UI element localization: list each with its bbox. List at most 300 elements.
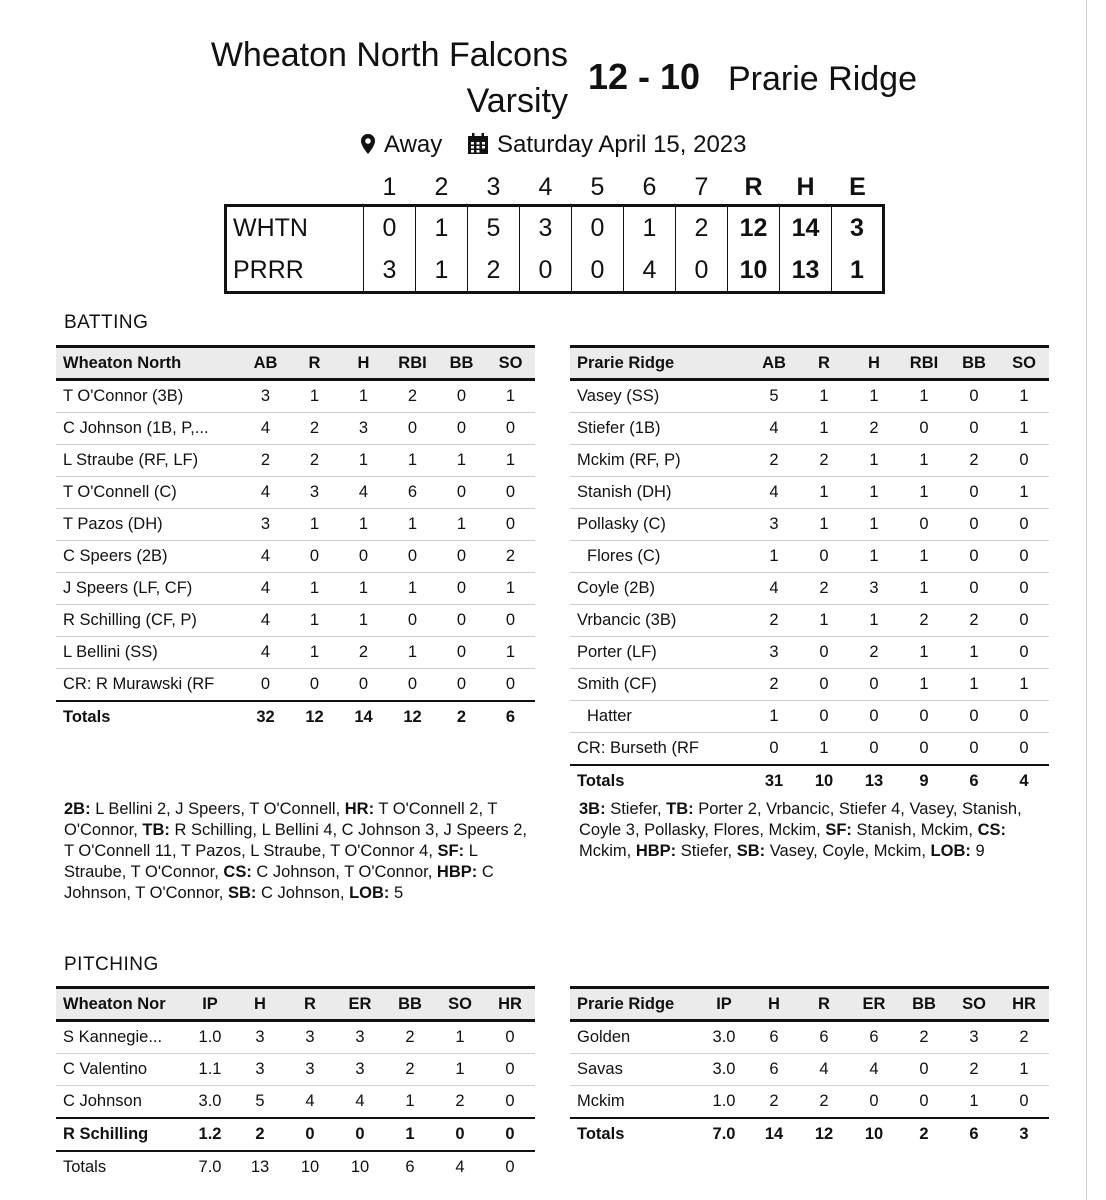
note-text: 9 — [975, 842, 985, 860]
stat-cell: 2 — [799, 445, 849, 477]
stat-cell: 14 — [749, 1118, 799, 1150]
table-row — [570, 477, 1049, 509]
table-row — [570, 669, 1049, 701]
stat-cell: 0 — [437, 380, 486, 413]
stat-cell: 0 — [485, 1118, 535, 1151]
home-batting-notes — [64, 799, 534, 904]
location — [360, 130, 442, 160]
col-header: HR — [999, 988, 1049, 1021]
stat-cell: 6 — [486, 701, 535, 733]
inning-header: 4 — [538, 172, 553, 201]
col-header: AB — [749, 347, 799, 380]
col-header: SO — [949, 988, 999, 1021]
stat-cell: 6 — [385, 1151, 435, 1183]
col-header: BB — [949, 347, 999, 380]
stat-cell: 3 — [235, 1054, 285, 1086]
stat-cell: 0 — [899, 413, 949, 445]
stat-cell: 2 — [235, 1118, 285, 1151]
table-row — [56, 413, 535, 445]
stat-cell: 1.1 — [185, 1054, 235, 1086]
stat-cell: 2 — [899, 605, 949, 637]
inning-header: 1 — [382, 172, 397, 201]
stat-cell: 0 — [999, 541, 1049, 573]
inning-header: 3 — [486, 172, 501, 201]
stat-cell: 1 — [899, 445, 949, 477]
stat-cell: 1 — [486, 573, 535, 605]
col-header: RBI — [388, 347, 437, 380]
totals-row — [56, 1151, 535, 1183]
note-text: T O'Connell 2, T O'Connor, — [64, 800, 498, 839]
stat-cell: 1 — [486, 637, 535, 669]
stat-cell: 1 — [486, 445, 535, 477]
team-header: Prarie Ridge — [570, 347, 749, 380]
inning-score: 2 — [676, 206, 728, 250]
stat-cell: 0 — [437, 573, 486, 605]
stat-cell: 0 — [949, 733, 999, 766]
player-name: T O'Connell (C) — [56, 477, 241, 509]
stat-cell: 7.0 — [185, 1151, 235, 1183]
stat-cell: 1 — [339, 573, 388, 605]
note-label: HBP: — [436, 863, 478, 881]
inning-score: 0 — [572, 249, 624, 293]
note-text: R Schilling, L Bellini 4, C Johnson 3, J Speers 2, T O'Connell 11, T Pazos, L Straube, T O'Connor 4, — [64, 821, 527, 860]
stat-cell: 4 — [241, 637, 290, 669]
stat-cell: 1 — [385, 1118, 435, 1151]
stat-cell: 4 — [335, 1086, 385, 1119]
stat-cell: 31 — [749, 765, 799, 797]
stat-cell: 3 — [241, 380, 290, 413]
note-label: 2B: — [64, 800, 91, 818]
stat-cell: 0 — [437, 413, 486, 445]
stat-cell: 1 — [290, 509, 339, 541]
stat-cell: 0 — [435, 1118, 485, 1151]
table-header — [56, 988, 535, 1021]
stat-cell: 5 — [235, 1086, 285, 1119]
stat-cell: 0 — [290, 541, 339, 573]
stat-cell: 0 — [486, 413, 535, 445]
note-text: Stanish, Mckim, — [856, 821, 973, 839]
stat-cell: 0 — [486, 477, 535, 509]
table-row — [56, 541, 535, 573]
stat-cell: 2 — [899, 1118, 949, 1150]
table-row — [570, 637, 1049, 669]
stat-cell: 0 — [290, 669, 339, 702]
stat-cell: 3.0 — [185, 1086, 235, 1119]
totals-row — [570, 765, 1049, 797]
pitcher-name: C Valentino — [56, 1054, 185, 1086]
batting-section-title: BATTING — [64, 312, 149, 333]
stat-cell: 0 — [899, 701, 949, 733]
player-name: Stiefer (1B) — [570, 413, 749, 445]
hits-header: H — [796, 172, 815, 201]
stat-cell: 0 — [999, 573, 1049, 605]
inning-header: 2 — [434, 172, 449, 201]
table-row — [570, 445, 1049, 477]
line-score-row-home — [226, 206, 884, 250]
stat-cell: 2 — [799, 1086, 849, 1119]
inning-score: 1 — [624, 206, 676, 250]
stat-cell: 3 — [949, 1021, 999, 1054]
stat-cell: 1.2 — [185, 1118, 235, 1151]
note-text: Stiefer, — [680, 842, 733, 860]
player-name: Vrbancic (3B) — [570, 605, 749, 637]
player-name: Vasey (SS) — [570, 380, 749, 413]
stat-cell: 1 — [749, 541, 799, 573]
stat-cell: 3 — [290, 477, 339, 509]
stat-cell: 3 — [335, 1054, 385, 1086]
stat-cell: 2 — [899, 1021, 949, 1054]
stat-cell: 0 — [999, 509, 1049, 541]
stat-cell: 1 — [899, 637, 949, 669]
stat-cell: 10 — [285, 1151, 335, 1183]
player-name: Smith (CF) — [570, 669, 749, 701]
stat-cell: 1 — [799, 509, 849, 541]
stat-cell: 1 — [388, 637, 437, 669]
note-text: L Bellini 2, J Speers, T O'Connell, — [95, 800, 341, 818]
col-header: R — [285, 988, 335, 1021]
stat-cell: 1 — [388, 573, 437, 605]
stat-cell: 0 — [849, 669, 899, 701]
table-row — [570, 573, 1049, 605]
note-text: Vasey, Coyle, Mckim, — [769, 842, 926, 860]
table-row — [56, 605, 535, 637]
stat-cell: 0 — [388, 413, 437, 445]
runs-header: R — [744, 172, 763, 201]
pitcher-name: R Schilling — [56, 1118, 185, 1151]
table-row — [570, 541, 1049, 573]
pitcher-name: Mckim — [570, 1086, 699, 1119]
inning-score: 1 — [416, 206, 468, 250]
stat-cell: 2 — [849, 413, 899, 445]
stat-cell: 6 — [388, 477, 437, 509]
totals-row — [570, 1118, 1049, 1150]
stat-cell: 13 — [235, 1151, 285, 1183]
note-label: SB: — [736, 842, 766, 860]
stat-cell: 1 — [849, 445, 899, 477]
stat-cell: 5 — [749, 380, 799, 413]
stat-cell: 1 — [949, 1086, 999, 1119]
note-label: HBP: — [635, 842, 677, 860]
stat-cell: 1 — [385, 1086, 435, 1119]
stat-cell: 0 — [899, 1054, 949, 1086]
stat-cell: 2 — [385, 1021, 435, 1054]
inning-score: 5 — [468, 206, 520, 250]
table-row — [56, 445, 535, 477]
stat-cell: 4 — [241, 477, 290, 509]
note-text: 5 — [394, 884, 404, 902]
inning-header: 7 — [694, 172, 709, 201]
stat-cell: 1 — [388, 509, 437, 541]
team-header: Wheaton North — [56, 347, 241, 380]
stat-cell: 0 — [949, 477, 999, 509]
pitcher-name: Savas — [570, 1054, 699, 1086]
note-label: CS: — [223, 863, 252, 881]
stat-cell: 2 — [749, 669, 799, 701]
total-hits: 13 — [780, 249, 832, 293]
stat-cell: 0 — [339, 541, 388, 573]
stat-cell: 1 — [899, 541, 949, 573]
stat-cell: 3 — [749, 637, 799, 669]
stat-cell: 2 — [437, 701, 486, 733]
stat-cell: 0 — [388, 541, 437, 573]
col-header: H — [749, 988, 799, 1021]
player-name: T Pazos (DH) — [56, 509, 241, 541]
stat-cell: 10 — [849, 1118, 899, 1150]
stat-cell: 0 — [949, 541, 999, 573]
stat-cell: 1 — [849, 605, 899, 637]
stat-cell: 4 — [749, 573, 799, 605]
stat-cell: 1.0 — [699, 1086, 749, 1119]
table-header — [56, 347, 535, 380]
stat-cell: 0 — [485, 1054, 535, 1086]
table-row — [570, 1021, 1049, 1054]
table-row — [56, 380, 535, 413]
stat-cell: 3 — [339, 413, 388, 445]
table-row — [56, 637, 535, 669]
col-header: H — [339, 347, 388, 380]
stat-cell: 1 — [290, 380, 339, 413]
note-label: HR: — [344, 800, 375, 818]
stat-cell: 13 — [849, 765, 899, 797]
note-text: L Straube, T O'Connor, — [64, 842, 478, 881]
stat-cell: 1 — [290, 637, 339, 669]
home-batting-table — [56, 345, 535, 733]
player-name: Porter (LF) — [570, 637, 749, 669]
stat-cell: 12 — [388, 701, 437, 733]
stat-cell: 1 — [999, 1054, 1049, 1086]
stat-cell: 3 — [849, 573, 899, 605]
stat-cell: 6 — [799, 1021, 849, 1054]
stat-cell: 6 — [749, 1054, 799, 1086]
stat-cell: 2 — [749, 445, 799, 477]
table-row — [56, 1118, 535, 1151]
table-row — [56, 1021, 535, 1054]
player-name: Coyle (2B) — [570, 573, 749, 605]
stat-cell: 2 — [339, 637, 388, 669]
stat-cell: 0 — [999, 1086, 1049, 1119]
player-name: Mckim (RF, P) — [570, 445, 749, 477]
col-header: R — [290, 347, 339, 380]
stat-cell: 0 — [437, 477, 486, 509]
game-date — [467, 130, 747, 160]
stat-cell: 6 — [749, 1021, 799, 1054]
away-team-name: Prarie Ridge — [728, 60, 917, 98]
stat-cell: 3 — [335, 1021, 385, 1054]
totals-label: Totals — [56, 701, 241, 733]
col-header: ER — [849, 988, 899, 1021]
stat-cell: 12 — [799, 1118, 849, 1150]
note-text: Porter 2, Vrbancic, Stiefer 4, Vasey, Stanish, Coyle 3, Pollasky, Flores, Mckim, — [579, 800, 1022, 839]
note-text: C Johnson, T O'Connor, — [256, 863, 433, 881]
stat-cell: 1 — [437, 445, 486, 477]
stat-cell: 1 — [849, 509, 899, 541]
stat-cell: 1 — [849, 541, 899, 573]
stat-cell: 2 — [949, 445, 999, 477]
player-name: C Speers (2B) — [56, 541, 241, 573]
stat-cell: 0 — [485, 1151, 535, 1183]
table-row — [56, 1054, 535, 1086]
stat-cell: 0 — [339, 669, 388, 702]
stat-cell: 0 — [999, 445, 1049, 477]
stat-cell: 2 — [388, 380, 437, 413]
stat-cell: 1 — [799, 380, 849, 413]
stat-cell: 1 — [899, 573, 949, 605]
stat-cell: 4 — [241, 541, 290, 573]
stat-cell: 4 — [241, 605, 290, 637]
note-label: TB: — [666, 800, 694, 818]
stat-cell: 0 — [335, 1118, 385, 1151]
stat-cell: 1 — [749, 701, 799, 733]
col-header: ER — [335, 988, 385, 1021]
stat-cell: 10 — [335, 1151, 385, 1183]
inning-score: 4 — [624, 249, 676, 293]
stat-cell: 0 — [899, 509, 949, 541]
stat-cell: 0 — [437, 541, 486, 573]
table-header — [570, 347, 1049, 380]
stat-cell: 32 — [241, 701, 290, 733]
table-row — [570, 733, 1049, 766]
player-name: Pollasky (C) — [570, 509, 749, 541]
player-name: Hatter — [570, 701, 749, 733]
note-text: C Johnson, T O'Connor, — [64, 863, 494, 902]
col-header: SO — [435, 988, 485, 1021]
stat-cell: 1 — [999, 669, 1049, 701]
table-row — [570, 1086, 1049, 1119]
stat-cell: 2 — [290, 413, 339, 445]
stat-cell: 1 — [799, 605, 849, 637]
inning-score: 0 — [572, 206, 624, 250]
col-header: H — [235, 988, 285, 1021]
inning-score: 2 — [468, 249, 520, 293]
inning-header: 6 — [642, 172, 657, 201]
col-header: R — [799, 988, 849, 1021]
stat-cell: 2 — [749, 605, 799, 637]
col-header: RBI — [899, 347, 949, 380]
stat-cell: 1 — [290, 573, 339, 605]
team-header: Wheaton Nor — [56, 988, 185, 1021]
line-score-row-away — [226, 249, 884, 293]
note-text: Mckim, — [579, 842, 632, 860]
player-name: C Johnson (1B, P,... — [56, 413, 241, 445]
table-row — [570, 701, 1049, 733]
table-row — [570, 1054, 1049, 1086]
home-team-name: Wheaton North Falcons — [210, 36, 568, 74]
stat-cell: 0 — [486, 509, 535, 541]
stat-cell: 0 — [999, 733, 1049, 766]
stat-cell: 1 — [435, 1054, 485, 1086]
stat-cell: 3.0 — [699, 1021, 749, 1054]
inning-score: 1 — [416, 249, 468, 293]
table-row — [570, 380, 1049, 413]
stat-cell: 1 — [437, 509, 486, 541]
totals-label: Totals — [570, 1118, 699, 1150]
stat-cell: 1 — [899, 477, 949, 509]
pitcher-name: S Kannegie... — [56, 1021, 185, 1054]
player-name: Flores (C) — [570, 541, 749, 573]
stat-cell: 6 — [949, 765, 999, 797]
inning-header: 5 — [590, 172, 605, 201]
totals-label: Totals — [570, 765, 749, 797]
col-header: SO — [999, 347, 1049, 380]
stat-cell: 1 — [999, 380, 1049, 413]
stat-cell: 1 — [849, 477, 899, 509]
player-name: R Schilling (CF, P) — [56, 605, 241, 637]
table-row — [56, 1086, 535, 1119]
stat-cell: 1 — [290, 605, 339, 637]
stat-cell: 0 — [486, 605, 535, 637]
total-errors: 3 — [832, 206, 884, 250]
stat-cell: 1 — [339, 380, 388, 413]
table-row — [570, 509, 1049, 541]
stat-cell: 7.0 — [699, 1118, 749, 1150]
note-label: SF: — [825, 821, 852, 839]
stat-cell: 9 — [899, 765, 949, 797]
player-name: CR: R Murawski (RF — [56, 669, 241, 702]
stat-cell: 4 — [285, 1086, 335, 1119]
away-pitching-table — [570, 986, 1049, 1150]
stat-cell: 0 — [949, 701, 999, 733]
total-errors: 1 — [832, 249, 884, 293]
stat-cell: 3 — [235, 1021, 285, 1054]
note-label: LOB: — [349, 884, 390, 902]
away-batting-table — [570, 345, 1049, 797]
stat-cell: 0 — [485, 1021, 535, 1054]
note-label: SB: — [228, 884, 257, 902]
stat-cell: 6 — [949, 1118, 999, 1150]
stat-cell: 0 — [949, 509, 999, 541]
date-text: Saturday April 15, 2023 — [497, 131, 747, 158]
stat-cell: 0 — [849, 1086, 899, 1119]
stat-cell: 1 — [799, 413, 849, 445]
stat-cell: 0 — [437, 605, 486, 637]
col-header: BB — [899, 988, 949, 1021]
note-text: C Johnson, — [261, 884, 345, 902]
inning-score: 0 — [364, 206, 416, 250]
note-label: TB: — [142, 821, 170, 839]
stat-cell: 1 — [949, 669, 999, 701]
stat-cell: 1 — [899, 669, 949, 701]
final-score: 12 - 10 — [588, 56, 701, 97]
stat-cell: 0 — [486, 669, 535, 702]
col-header: R — [799, 347, 849, 380]
pitcher-name: C Johnson — [56, 1086, 185, 1119]
stat-cell: 1 — [388, 445, 437, 477]
stat-cell: 1 — [799, 733, 849, 766]
stat-cell: 4 — [435, 1151, 485, 1183]
stat-cell: 3 — [241, 509, 290, 541]
location-text: Away — [384, 131, 443, 158]
player-name: L Bellini (SS) — [56, 637, 241, 669]
stat-cell: 0 — [849, 701, 899, 733]
stat-cell: 2 — [849, 637, 899, 669]
stat-cell: 0 — [799, 701, 849, 733]
stat-cell: 0 — [949, 380, 999, 413]
note-label: CS: — [977, 821, 1006, 839]
note-label: 3B: — [579, 800, 606, 818]
player-name: T O'Connor (3B) — [56, 380, 241, 413]
stat-cell: 0 — [799, 541, 849, 573]
stat-cell: 2 — [949, 1054, 999, 1086]
stat-cell: 0 — [799, 637, 849, 669]
inning-score: 0 — [520, 249, 572, 293]
col-header: BB — [385, 988, 435, 1021]
player-name: L Straube (RF, LF) — [56, 445, 241, 477]
inning-score: 3 — [520, 206, 572, 250]
stat-cell: 1 — [849, 380, 899, 413]
note-text: Stiefer, — [610, 800, 662, 818]
inning-score: 3 — [364, 249, 416, 293]
stat-cell: 3 — [285, 1021, 335, 1054]
